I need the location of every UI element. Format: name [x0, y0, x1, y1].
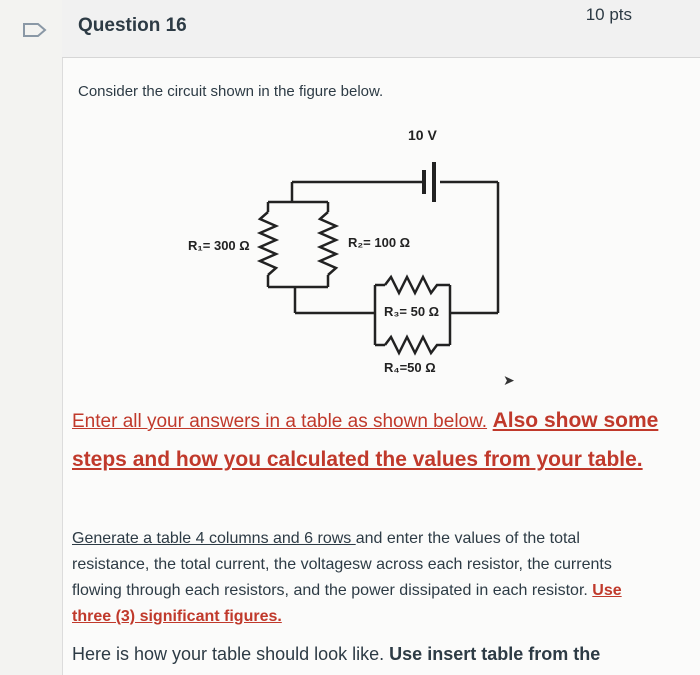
- r3-label: R₃= 50 Ω: [384, 304, 440, 319]
- sig-figs-note: Use three (3) significant figures.: [72, 582, 622, 625]
- question-points: 10 pts: [585, 5, 632, 24]
- last-bold: Use insert table from the: [389, 644, 601, 664]
- table-instructions: [72, 644, 600, 665]
- last-plain: Here is how your table should look like.: [72, 644, 390, 664]
- question-title: Question 16: [78, 15, 187, 36]
- resistor-r3: [385, 277, 450, 293]
- para-rest: and enter the values of the total resistance, the total current, the voltagesw across each resistor, the currents flowing through each resistors, and the power dissipated in each resistor.: [72, 530, 612, 599]
- instructions-heading: [72, 402, 672, 479]
- r2-label: R₂= 100 Ω: [348, 235, 411, 250]
- mouse-cursor-icon: ➤: [503, 372, 515, 388]
- instructions-part2: Also show some steps and how you calculated the values from your table.: [72, 409, 659, 471]
- resistor-r4: [385, 337, 450, 353]
- question-intro: Consider the circuit shown in the figure below.: [78, 83, 384, 100]
- circuit-diagram: [150, 120, 550, 390]
- instructions-paragraph: [72, 526, 642, 630]
- r4-label: R₄=50 Ω: [384, 360, 436, 375]
- resistor-r2: [320, 212, 336, 275]
- para-underlined: Generate a table 4 columns and 6 rows: [72, 530, 356, 547]
- r1-label: R₁= 300 Ω: [188, 238, 250, 253]
- instructions-part1: Enter all your answers in a table as shown below.: [72, 411, 488, 432]
- resistor-r1: [260, 212, 276, 275]
- battery-label: 10 V: [408, 127, 437, 143]
- flag-question-icon[interactable]: [18, 20, 52, 40]
